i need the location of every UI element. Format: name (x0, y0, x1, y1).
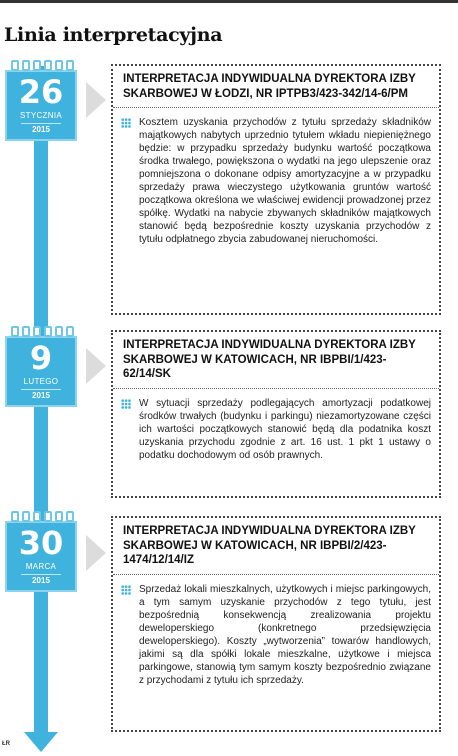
calendar-year: 2015 (21, 574, 61, 586)
calendar-day: 26 (18, 73, 64, 111)
interpretation-card (111, 330, 441, 498)
card-text: Kosztem uzyskania przychodów z tytułu sprzedaży składników majątkowych nabytych uprzednio tytułem wkładu niepieniężnego będzie: w przypadku sprzedaży budynku wartość początkowa środka trwałego, powiększona o wydatki na jego ulepszenie oraz pomniejszona o dokonane odpisy amortyzacyjne a w przypadku sprzedaży prawa wieczystego użytkowania gruntów wartość początkowa określona we właściwej ewidencji prowadzonej przez spółkę. Wydatki na nabycie zbywanych składników majątkowych stanowić będą bezpośrednie koszty uzyskania przychodów z tytułu odpłatnego zbycia zabudowanej nieruchomości. (139, 117, 431, 245)
calendar-day: 9 (29, 339, 53, 377)
calendar-year: 2015 (21, 389, 61, 401)
calendar-icon (5, 511, 77, 592)
calendar-icon (5, 60, 77, 141)
author-tag: ŁR (2, 741, 10, 747)
interpretation-card (111, 516, 441, 732)
calendar-day: 30 (18, 524, 64, 562)
page-title: Linia interpretacyjna (4, 24, 223, 46)
calendar-month: LUTEGO (23, 377, 59, 386)
calendar-month: STYCZNIA (20, 111, 62, 120)
card-heading: INTERPRETACJA INDYWIDUALNA DYREKTORA IZBY SKARBOWEJ W ŁODZI, NR IPTPB3/423-342/14-6/PM (123, 73, 416, 100)
card-heading: INTERPRETACJA INDYWIDUALNA DYREKTORA IZBY SKARBOWEJ W KATOWICACH, NR IBPBI/2/423-1474/12/14/IZ (123, 525, 416, 566)
card-text-block (113, 575, 439, 695)
pointer-arrow (86, 82, 106, 118)
pointer-arrow (86, 535, 106, 571)
card-heading: INTERPRETACJA INDYWIDUALNA DYREKTORA IZBY SKARBOWEJ W KATOWICACH, NR IBPBI/1/423-62/14/SK (123, 339, 416, 380)
dotted-square-bullet-icon (121, 585, 131, 595)
card-text-block (113, 389, 439, 470)
pointer-arrow (86, 348, 106, 384)
dotted-square-bullet-icon (121, 118, 131, 128)
calendar-year: 2015 (21, 123, 61, 135)
arrow-down-icon (24, 732, 58, 752)
dotted-square-bullet-icon (121, 399, 131, 409)
calendar-month: MARCA (25, 562, 57, 571)
card-text-block (113, 108, 439, 254)
card-text: W sytuacji sprzedaży podlegających amortyzacji podatkowej środków trwałych (budynku i parkingu) niezamortyzowane części ich wartości początkowych stanowić będą dla podatnika koszt uzyskania przychodu zgodnie z art. 16 ust. 1 pkt 1 ustawy o podatku dochodowym od osób prawnych. (139, 397, 431, 461)
interpretation-card (111, 64, 441, 315)
card-text: Sprzedaż lokali mieszkalnych, użytkowych i miejsc parkingowych, a tym samym uzyskanie przychodów z tego tytułu, jest bezpośrednią konsekwencją zrealizowania projektu deweloperskiego (konkretnego przedsięwzięcia deweloperskiego). Koszty „wytworzenia” towarów handlowych, jakimi są dla spółki lokale mieszkalne, użytkowe i miejsca parkingowe, stanowią tym samym koszty bezpośrednio związane z przychodami z tytułu ich sprzedaży. (139, 583, 431, 686)
calendar-icon (5, 326, 77, 407)
top-rule (0, 0, 458, 3)
